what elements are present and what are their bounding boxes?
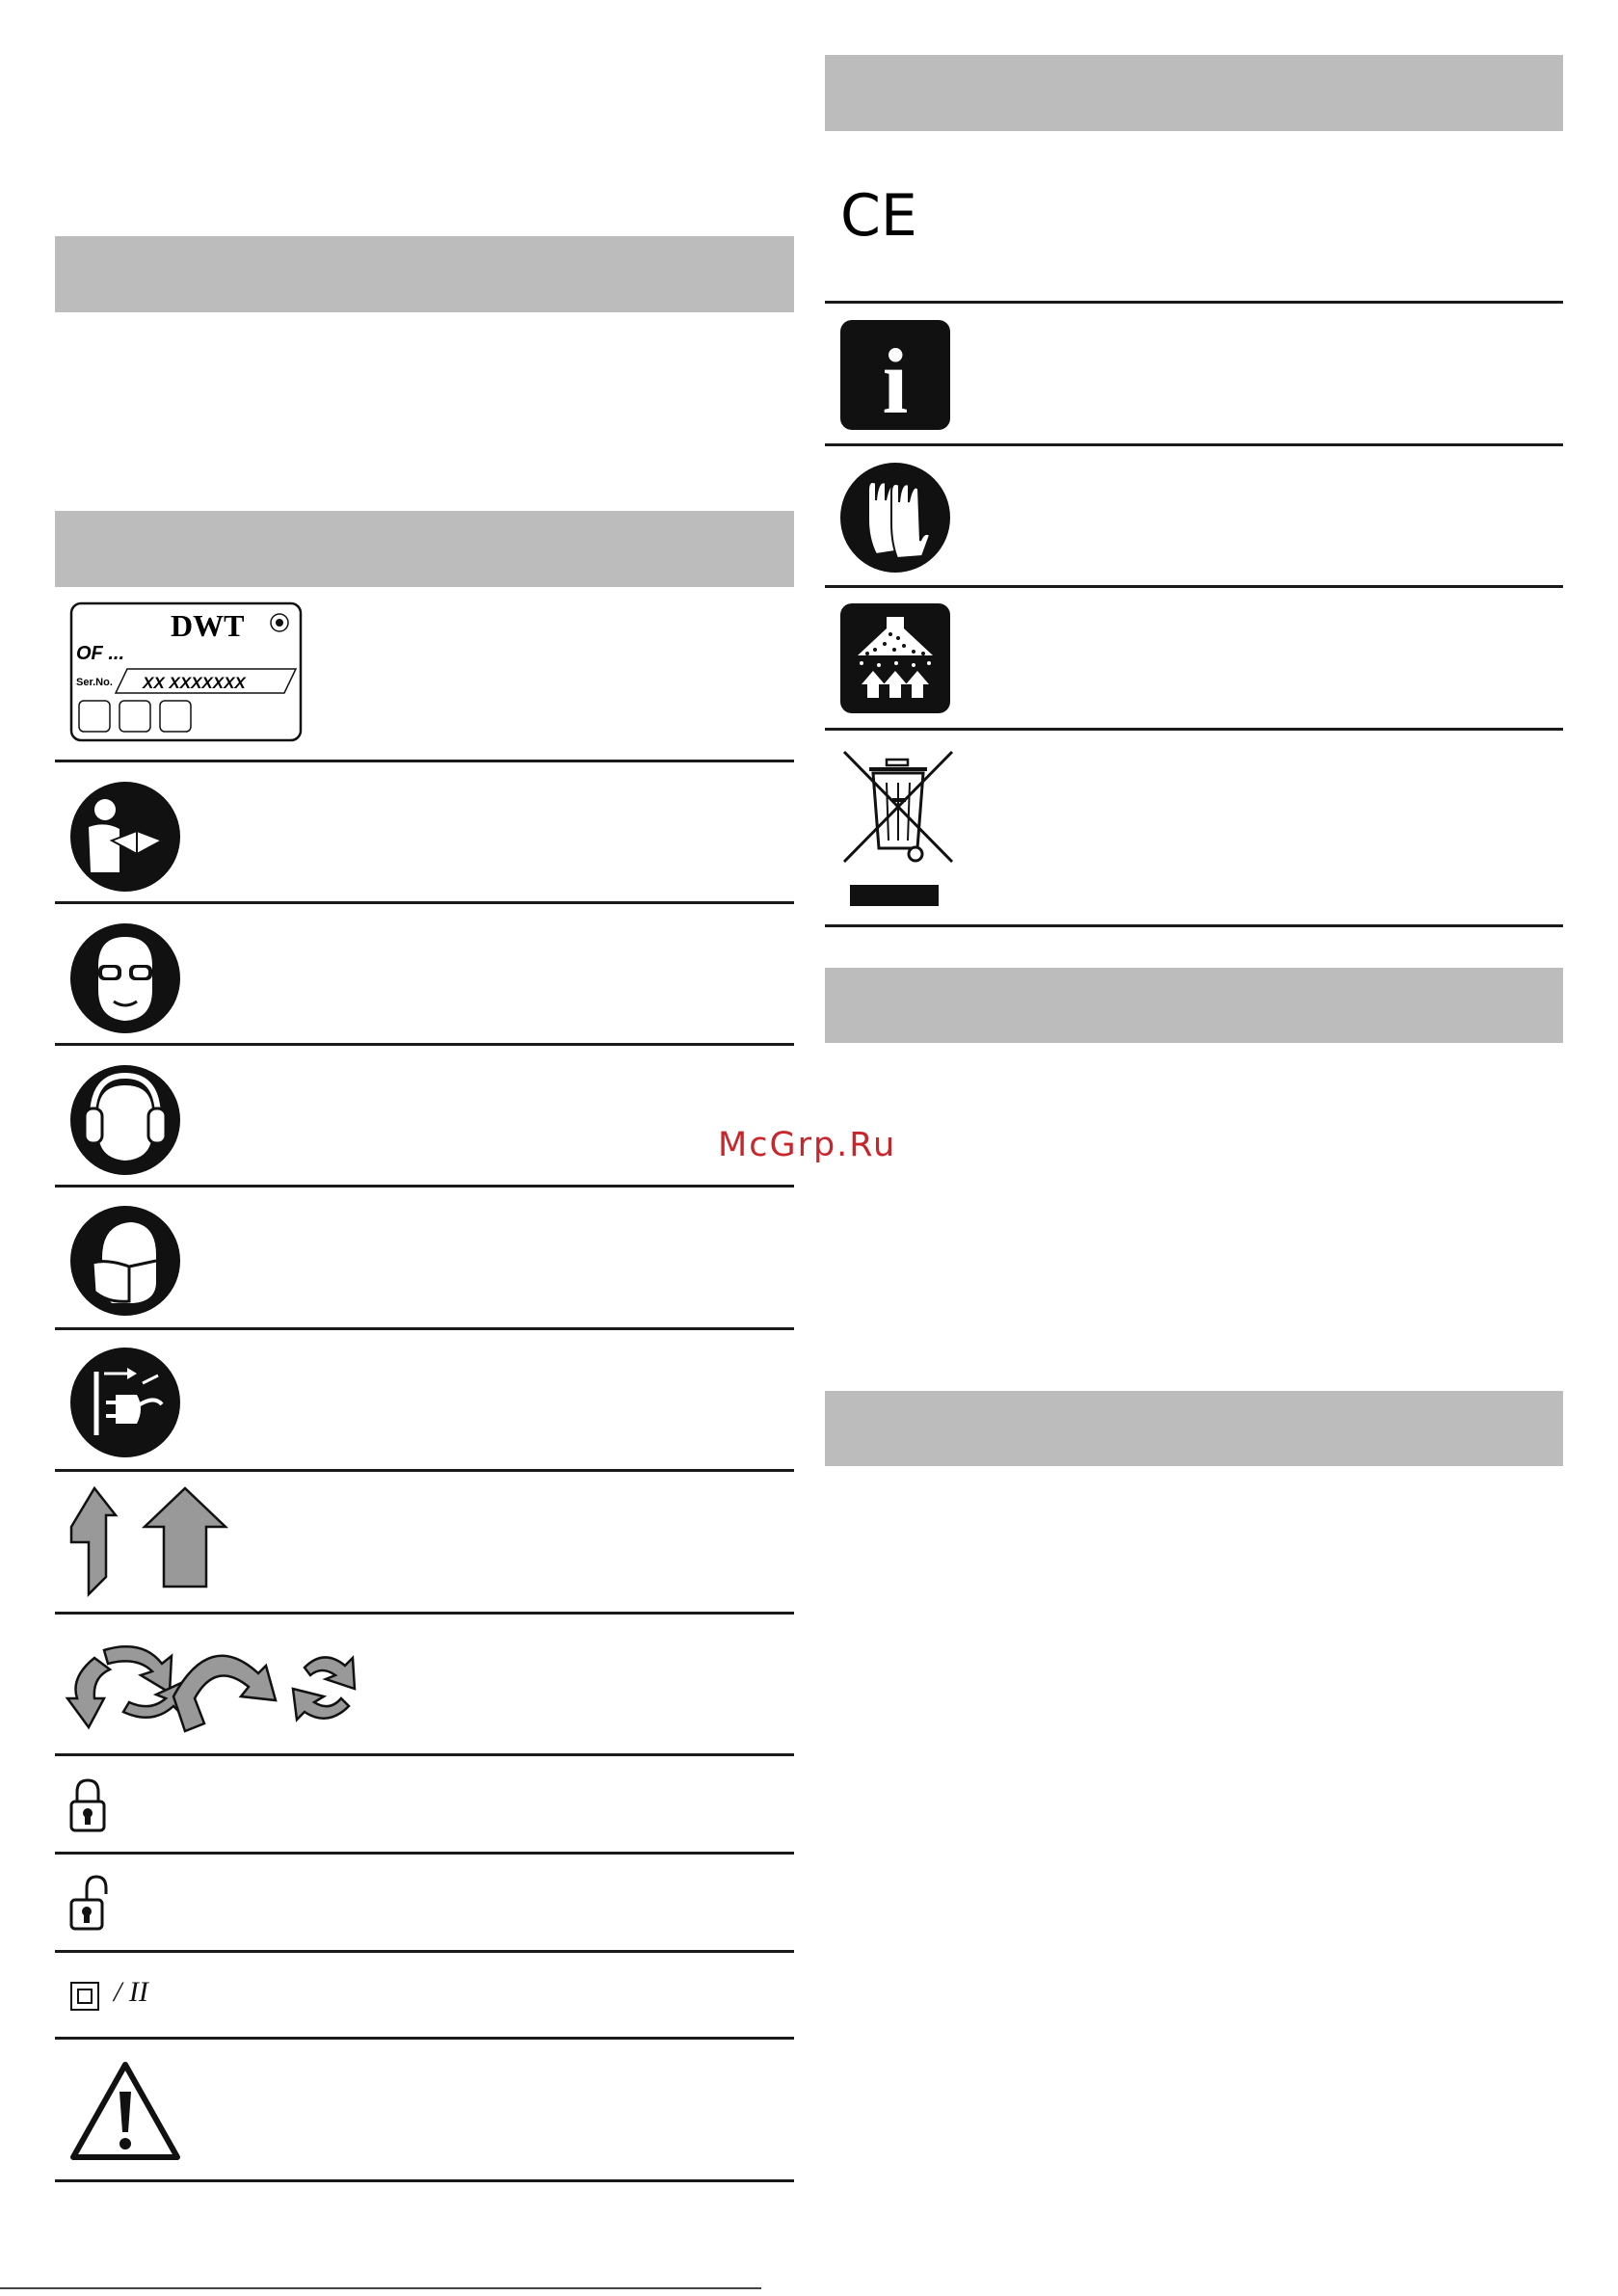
section-header-bar-1 xyxy=(55,236,794,312)
watermark-text: McGrp.Ru xyxy=(718,1126,897,1164)
divider xyxy=(825,301,1563,304)
divider xyxy=(55,1185,794,1188)
section-header-bar-2 xyxy=(55,511,794,587)
section-header-bar-5 xyxy=(825,1391,1563,1466)
protection-class-icon xyxy=(69,1981,100,2012)
divider xyxy=(55,1469,794,1472)
divider xyxy=(55,760,794,762)
divider xyxy=(55,2179,794,2182)
eye-protection-icon xyxy=(69,922,181,1034)
direction-arrows-icon xyxy=(66,1482,231,1598)
dust-mask-icon xyxy=(69,1205,181,1317)
ear-protection-icon xyxy=(69,1064,181,1176)
divider xyxy=(825,924,1563,927)
rating-plate-serial-label: Ser.No. xyxy=(76,677,113,688)
rating-plate-serial-value: XX XXXXXXX xyxy=(143,674,246,692)
divider xyxy=(55,2037,794,2040)
divider xyxy=(825,585,1563,588)
ce-mark-icon xyxy=(840,182,917,250)
weee-bin-icon xyxy=(840,748,956,910)
rating-plate-model: OF ... xyxy=(76,643,124,664)
section-header-bar-4 xyxy=(825,968,1563,1043)
rating-plate-brand: DWT xyxy=(171,608,245,643)
divider xyxy=(55,1327,794,1330)
divider xyxy=(55,1753,794,1756)
divider xyxy=(55,1950,794,1953)
info-icon xyxy=(840,320,950,433)
svg-text:i: i xyxy=(882,330,909,433)
divider xyxy=(55,901,794,904)
divider xyxy=(55,1852,794,1855)
page-bottom-line xyxy=(0,2287,761,2289)
lock-open-icon xyxy=(69,1875,108,1931)
divider xyxy=(55,1612,794,1615)
divider xyxy=(55,1043,794,1046)
divider xyxy=(825,443,1563,446)
svg-text:CE: CE xyxy=(840,182,917,250)
divider xyxy=(825,728,1563,731)
warning-triangle-icon xyxy=(69,2061,181,2161)
unplug-icon xyxy=(69,1347,181,1458)
protection-class-label: / II xyxy=(114,1976,148,2008)
gloves-icon xyxy=(839,462,951,574)
read-manual-icon xyxy=(69,781,181,893)
rotation-arrows-icon xyxy=(66,1639,364,1735)
lock-closed-icon xyxy=(69,1778,106,1832)
section-header-bar-3 xyxy=(825,55,1563,131)
rating-plate xyxy=(69,601,303,742)
dust-extraction-icon xyxy=(840,603,950,713)
